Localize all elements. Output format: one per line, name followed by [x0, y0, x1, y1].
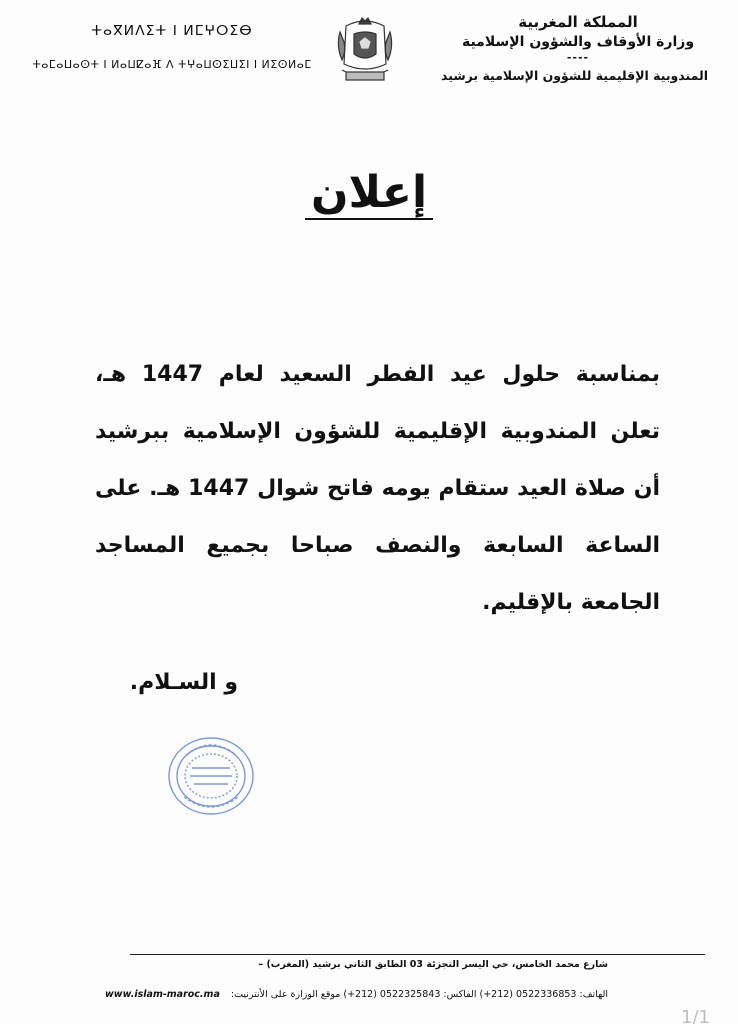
kingdom-name: المملكة المغربية: [518, 13, 638, 31]
page-title: [0, 165, 738, 221]
amazigh-ministry-name: ⵜⴰⵎⴰⵡⴰⵙⵜ ⵏ ⵍⴰⵡⵇⴰⴼ ⴷ ⵜⵖⴰⵡⵙⵉⵡⵉⵏ ⵏ ⵍⵉⵙⵍⴰⵎ: [32, 58, 312, 71]
title-text: إعلان: [305, 167, 433, 220]
amazigh-header: [22, 20, 322, 76]
official-round-stamp-icon: [166, 735, 256, 817]
website-link[interactable]: www.islam-maroc.ma: [105, 989, 220, 1000]
ministry-header: [441, 12, 708, 86]
royal-coat-of-arms-icon: [332, 12, 398, 86]
footer-address: شارع محمد الخامس، حي اليسر التجزئة 03 الطابق الثاني برشيد (المغرب) –: [258, 959, 608, 970]
footer-phone-fax: الهاتف: 0522336853 (212+) الفاكس: 0522325843 (212+) موقع الوزارة على الأنترنيت:: [230, 989, 608, 1000]
closing-salutation: و السـلام.: [129, 670, 238, 695]
announcement-paragraph: بمناسبة حلول عيد الفطر السعيد لعام 1447 هـ، تعلن المندوبية الإقليمية للشؤون الإسلامية ببرشيد أن صلاة العيد ستقام يومه فاتح شوال 1447 هـ. على الساعة السابعة والنصف صباحا بجميع المساجد الجامعة بالإقليم.: [95, 362, 661, 615]
footer-contact: [105, 988, 608, 1002]
delegation-name: المندوبية الإقليمية للشؤون الإسلامية برشيد: [441, 68, 708, 83]
footer-divider: [130, 954, 705, 955]
header-separator: ----: [566, 51, 590, 64]
amazigh-kingdom-name: ⵜⴰⴳⵍⴷⵉⵜ ⵏ ⵍⵎⵖⵔⵉⴱ: [91, 23, 253, 39]
ministry-name: وزارة الأوقاف والشؤون الإسلامية: [461, 34, 695, 50]
page-indicator: 1/1: [681, 1007, 710, 1024]
